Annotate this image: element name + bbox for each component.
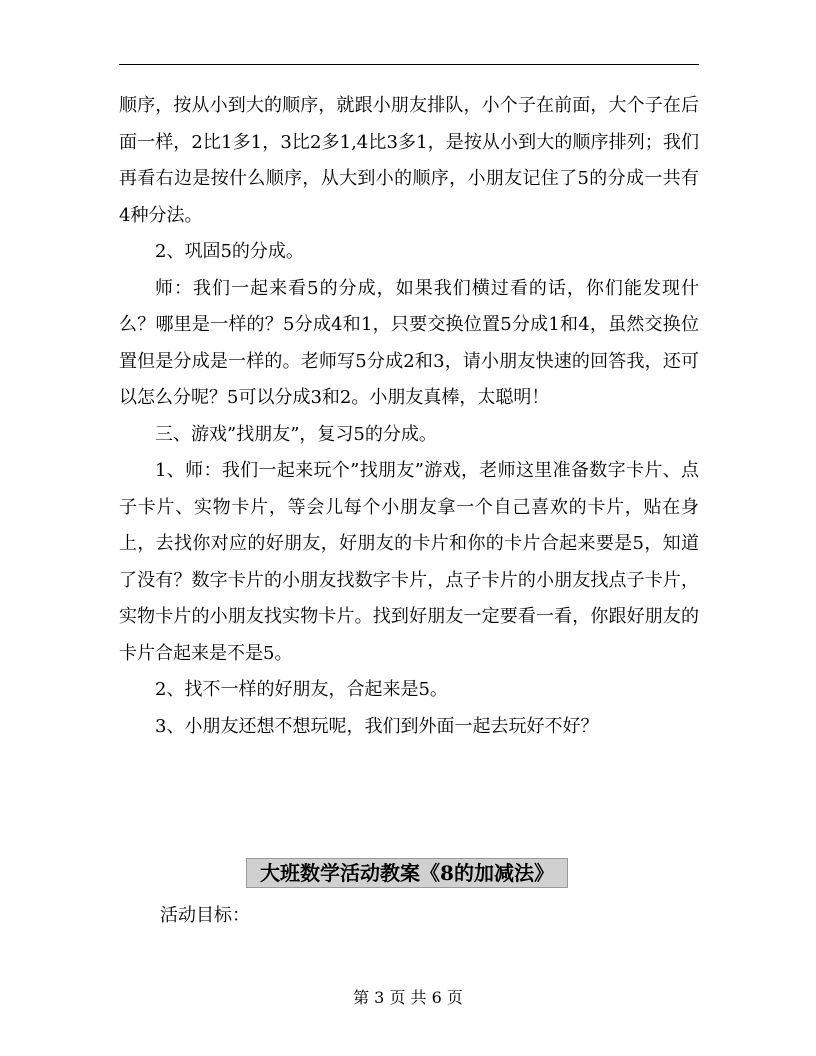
paragraph-teacher-dialogue: 师：我们一起来看5的分成，如果我们横过看的话，你们能发现什么？哪里是一样的？5分成4和1，只要交换位置5分成1和4，虽然交换位置但是分成是一样的。老师写5分成2和3，请小朋友快速的回答我，还可以怎么分呢？5可以分成3和2。小朋友真棒，太聪明！ bbox=[119, 277, 699, 408]
paragraph-find-different-friend: 2、找不一样的好朋友，合起来是5。 bbox=[155, 679, 448, 700]
paragraph-game-instructions: 1、师：我们一起来玩个”找朋友”游戏，老师这里准备数字卡片、点子卡片、实物卡片，等会儿每个小朋友拿一个自己喜欢的卡片，贴在身上，去找你对应的好朋友，好朋友的卡片和你的卡片合起来要是5，知道了没有？数字卡片的小朋友找数字卡片，点子卡片的小朋友找点子卡片，实物卡片的小朋友找实物卡片。找到好朋友一定要看一看，你跟好朋友的卡片合起来是不是5。 bbox=[119, 460, 699, 664]
activity-goals-heading: 活动目标： bbox=[160, 905, 250, 926]
paragraph-consolidate-heading: 2、巩固5的分成。 bbox=[155, 241, 304, 262]
lesson-title: 大班数学活动教案《8的加减法》 bbox=[246, 858, 568, 888]
paragraph-go-outside: 3、小朋友还想不想玩呢，我们到外面一起去玩好不好？ bbox=[155, 715, 599, 737]
page-number-footer: 第 3 页 共 6 页 bbox=[353, 988, 463, 1007]
header-rule bbox=[119, 64, 699, 65]
document-body bbox=[119, 88, 699, 745]
paragraph-order-explanation: 顺序，按从小到大的顺序，就跟小朋友排队，小个子在前面，大个子在后面一样，2比1多1，3比2多1,4比3多1，是按从小到大的顺序排列；我们再看右边是按什么顺序，从大到小的顺序，小朋友记住了5的分成一共有4种分法。 bbox=[119, 95, 699, 226]
paragraph-game-heading: 三、游戏”找朋友”，复习5的分成。 bbox=[155, 423, 437, 445]
